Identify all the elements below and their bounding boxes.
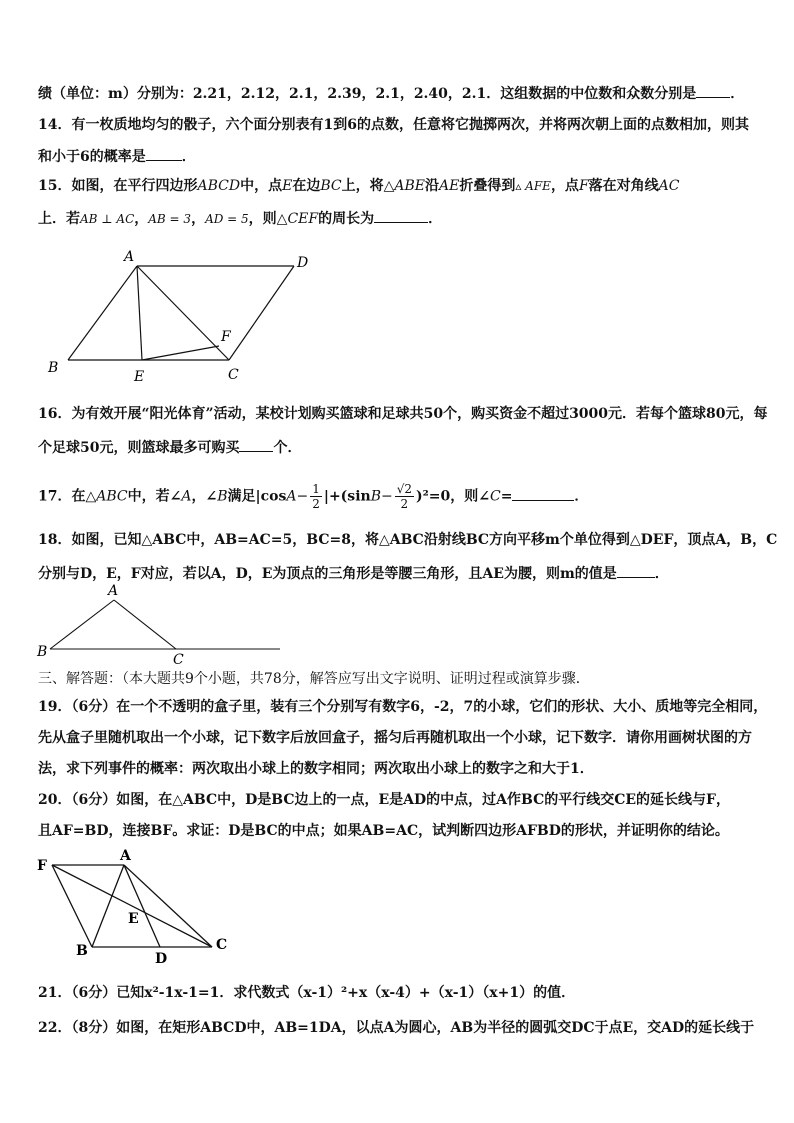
- q15-ac: AC: [658, 178, 680, 194]
- q16-text-a: 16．为有效开展“阳光体育”活动，某校计划购买篮球和足球共50个，购买资金不超过3000元．若每个篮球80元，每: [38, 406, 768, 422]
- q15-segment-ae: [137, 266, 142, 360]
- q14-end: ．: [181, 149, 196, 165]
- q20-segment-fc: [52, 865, 212, 947]
- q13-answer-blank[interactable]: [696, 83, 730, 98]
- q15-label-d: D: [297, 255, 309, 271]
- q17-frac2-den: 2: [400, 497, 409, 511]
- q15-abcd: ABCD: [197, 178, 241, 194]
- q15-ae: AE: [439, 178, 460, 194]
- q16-line-2: [38, 437, 301, 457]
- q15-text-f: 折叠得到: [459, 178, 516, 194]
- q19-line-2: [38, 729, 752, 747]
- q15-text-d: 上，将△: [341, 178, 395, 194]
- q20-text-a: 20．（6分）如图，在△ABC中，D是BC边上的一点，E是AD的中点，过A作BC的平行线交CE的延长线与F，: [38, 792, 730, 808]
- q19-text-b: 先从盒子里随机取出一个小球，记下数字后放回盒子，摇匀后再随机取出一个小球，记下数字．请你用画树状图的方: [38, 730, 752, 746]
- q18-line-1: [38, 531, 777, 549]
- q16-line-1: [38, 405, 768, 423]
- q14-answer-blank[interactable]: [146, 146, 182, 161]
- q15-segment-dc: [229, 266, 294, 360]
- q19-text-c: 法，求下列事件的概率：两次取出小球上的数字相同；两次取出小球上的数字之和大于1．: [38, 761, 594, 777]
- q15-line-1: [38, 177, 679, 195]
- q17-fraction-root2: [395, 482, 414, 511]
- q18-segment-ac: [114, 600, 176, 649]
- q15-text-l2c: 的周长为: [318, 211, 375, 227]
- q13-tail-line: [38, 83, 744, 103]
- q18-text-a: 18．如图，已知△ABC中，AB=AC=5，BC=8，将△ABC沿射线BC方向平移m个单位得到△DEF，顶点A，B，C: [38, 532, 778, 548]
- q15-text-e: 沿: [425, 178, 439, 194]
- q15-afe: ▵ AFE: [515, 179, 551, 193]
- q15-text-l2a: 上．若: [38, 211, 80, 227]
- q20-segment-ac: [124, 865, 212, 947]
- q20-segment-ab: [92, 865, 124, 947]
- q18-segment-ab: [50, 600, 114, 649]
- q17-fraction-half: [310, 482, 322, 511]
- q15-line-2: [38, 208, 442, 228]
- q19-text-a: 19．（6分）在一个不透明的盒子里，装有三个分别写有数字6，-2，7的小球，它们的形状、大小、质地等完全相同，: [38, 699, 768, 715]
- q17-text-c: ，∠: [191, 488, 218, 505]
- q20-label-a: A: [120, 848, 131, 864]
- q20-line-2: [38, 822, 729, 840]
- q17-answer-blank[interactable]: [512, 486, 574, 501]
- q21-line: [38, 984, 575, 1002]
- q17-frac1-den: 2: [312, 497, 320, 511]
- q15-abe: ABE: [394, 178, 425, 194]
- q20-label-b: B: [76, 943, 88, 959]
- q15-cond2: AB = 3: [148, 212, 192, 226]
- q18-label-a: A: [108, 583, 119, 599]
- q15-cond1: AB ⊥ AC: [80, 212, 135, 226]
- q17-line: [38, 482, 588, 511]
- q20-label-e: E: [128, 911, 139, 927]
- q17-text-d: 满足|cos: [227, 488, 287, 505]
- q14-line-2: [38, 146, 196, 166]
- q20-figure: [32, 848, 242, 968]
- q17-minus2: −: [380, 488, 393, 505]
- q21-text: 21．（6分）已知x²-1x-1=1．求代数式（x-1）²+x（x-4）+（x-1）（x+1）的值．: [38, 985, 576, 1001]
- q15-label-a: A: [124, 249, 135, 265]
- q18-triangle-figure: [36, 582, 286, 672]
- q15-segment-ef: [142, 346, 219, 360]
- q17-B2: B: [370, 488, 381, 505]
- q14-text-b: 和小于6的概率是: [38, 149, 146, 165]
- q15-label-c: C: [228, 367, 239, 383]
- q17-end: ．: [574, 488, 589, 505]
- q20-line-1: [38, 791, 730, 809]
- q17-B: B: [217, 488, 228, 505]
- q17-text-b: 中，若∠: [127, 488, 182, 505]
- section-3-text: 三、解答题：（本大题共9个小题，共78分，解答应写出文字说明、证明过程或演算步骤．: [38, 671, 590, 687]
- q15-text-g: ，点: [550, 178, 579, 194]
- q17-text-a: 17．在△: [38, 488, 97, 505]
- q17-frac2-num: √2: [396, 482, 412, 496]
- q16-end: 个．: [273, 440, 302, 456]
- q18-line-2: [38, 563, 669, 583]
- q20-label-f: F: [37, 858, 47, 874]
- q18-answer-blank[interactable]: [617, 563, 655, 578]
- q15-cef: CEF: [287, 211, 319, 227]
- q15-text-b: 中，点: [240, 178, 283, 194]
- q20-label-c: C: [216, 937, 228, 953]
- q17-A: A: [181, 488, 192, 505]
- q15-sep-2: ，: [191, 211, 206, 227]
- q17-text-g: =: [500, 488, 513, 505]
- q17-C: C: [489, 488, 501, 505]
- q15-text-l2b: ，则△: [248, 211, 288, 227]
- q15-diagonal-ac: [137, 266, 229, 360]
- q18-label-c: C: [173, 652, 184, 668]
- q19-line-1: [38, 698, 767, 716]
- q13-end: ．: [730, 86, 745, 102]
- q16-text-b: 个足球50元，则篮球最多可购买: [38, 440, 240, 456]
- q15-label-b: B: [48, 360, 59, 376]
- q18-end: ．: [654, 566, 669, 582]
- q22-line: [38, 1019, 754, 1037]
- q15-parallelogram-figure: [40, 245, 320, 385]
- q18-label-b: B: [37, 644, 48, 660]
- q16-answer-blank[interactable]: [239, 437, 273, 452]
- q20-segment-ad: [124, 865, 160, 947]
- q17-text-e: |+(sin: [323, 488, 371, 505]
- section-3-heading: [38, 670, 590, 688]
- q15-F: F: [578, 178, 589, 194]
- q18-text-b: 分别与D，E，F对应，若以A，D，E为顶点的三角形是等腰三角形，且AE为腰，则m的值是: [38, 566, 617, 582]
- q15-answer-blank[interactable]: [374, 208, 428, 223]
- q20-segment-fb: [52, 865, 92, 947]
- q14-text-a: 14．有一枚质地均匀的骰子，六个面分别表有1到6的点数，任意将它抛掷两次，并将两次朝上面的点数相加，则其: [38, 117, 749, 133]
- q20-label-d: D: [155, 951, 168, 967]
- q15-text-c: 在边: [292, 178, 321, 194]
- q17-text-f: )²=0，则∠: [416, 488, 490, 505]
- q15-segment-ba: [68, 266, 137, 360]
- q15-end: ．: [428, 211, 443, 227]
- q15-text-a: 15．如图，在平行四边形: [38, 178, 198, 194]
- q17-frac1-num: 1: [312, 482, 320, 496]
- q15-label-f: F: [221, 329, 231, 345]
- q15-sep-1: ，: [134, 211, 149, 227]
- q13-text: 绩（单位：m）分别为：2.21，2.12，2.1，2.39，2.1，2.40，2.1．这组数据的中位数和众数分别是: [38, 86, 697, 102]
- q17-abc: ABC: [96, 488, 128, 505]
- q14-line-1: [38, 116, 749, 134]
- q15-cond3: AD = 5: [205, 212, 249, 226]
- q20-text-b: 且AF=BD，连接BF。求证：D是BC的中点；如果AB=AC，试判断四边形AFBD的形状，并证明你的结论。: [38, 823, 729, 839]
- q17-minus: −: [296, 488, 309, 505]
- q15-text-h: 落在对角线: [588, 178, 659, 194]
- q22-text: 22．（8分）如图，在矩形ABCD中，AB=1DA，以点A为圆心，AB为半径的圆弧交DC于点E，交AD的延长线于: [38, 1020, 755, 1036]
- q15-label-e: E: [134, 369, 145, 385]
- q15-bc: BC: [320, 178, 342, 194]
- q15-e: E: [282, 178, 293, 194]
- q19-line-3: [38, 760, 594, 778]
- q17-A2: A: [286, 488, 297, 505]
